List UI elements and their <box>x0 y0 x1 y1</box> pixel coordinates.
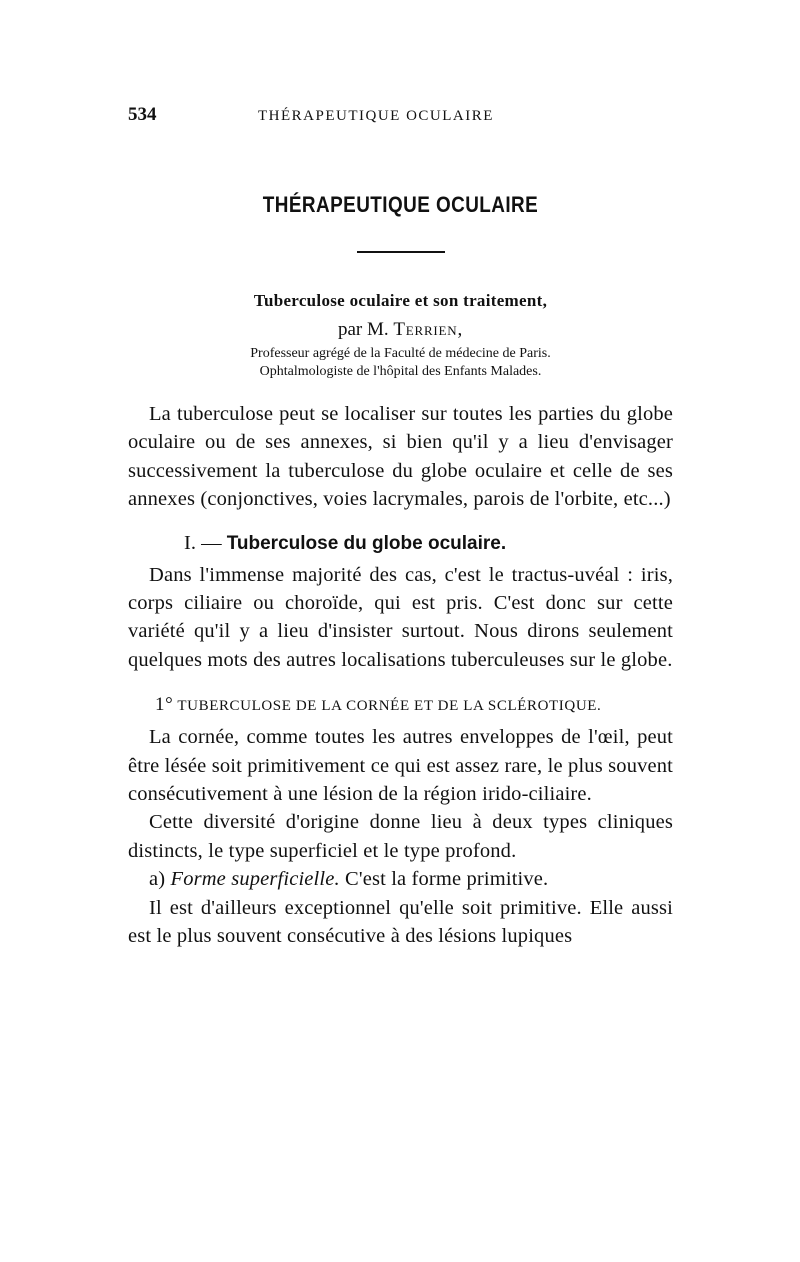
running-title: THÉRAPEUTIQUE OCULAIRE <box>258 108 494 124</box>
subsection-title: TUBERCULOSE DE LA CORNÉE ET DE LA SCLÉROTIQUE. <box>173 698 602 715</box>
running-head <box>128 104 673 134</box>
section-title: Tuberculose du globe oculaire. <box>226 532 507 554</box>
paragraph-forme-superficielle <box>128 865 673 893</box>
byline <box>128 319 673 341</box>
section-number: I. — <box>184 531 227 554</box>
list-marker: a) <box>149 868 171 891</box>
subsection-heading <box>128 693 673 718</box>
paragraph-cornea: La cornée, comme toutes les autres enveloppes de l'œil, peut être lésée soit primitivement ce qui est assez rare, le plus souvent consécutivement à une lésion de la région irido-ciliaire. <box>128 726 673 806</box>
intro-paragraph: La tuberculose peut se localiser sur toutes les parties du globe oculaire ou de ses annexes, si bien qu'il y a lieu d'envisager successivement la tuberculose du globe oculaire et celle de ses annexes (conjonctives, voies lacrymales, parois de l'orbite, etc...) <box>128 403 673 511</box>
title-divider <box>357 251 445 253</box>
author-affiliation-2: Ophtalmologiste de l'hôpital des Enfants Malades. <box>259 364 542 379</box>
forme-superficielle-text: C'est la forme primitive. <box>339 868 549 891</box>
author-affiliation-1: Professeur agrégé de la Faculté de médecine de Paris. <box>250 346 551 361</box>
section-paragraph: Dans l'immense majorité des cas, c'est le tractus-uvéal : iris, corps ciliaire ou choroïde, qui est pris. C'est donc sur cette variété qu'il y a lieu d'insister surtout. Nous dirons seulement quelques mots des autres localisations tuberculeuses sur le globe. <box>128 563 673 671</box>
byline-prefix: par M. <box>337 319 394 340</box>
page-number: 534 <box>128 104 157 125</box>
author-name: Terrien, <box>393 319 464 340</box>
book-page <box>128 104 673 951</box>
chapter-title: THÉRAPEUTIQUE OCULAIRE <box>262 192 539 217</box>
paragraph-exceptionnel: Il est d'ailleurs exceptionnel qu'elle soit primitive. Elle aussi est le plus souvent consécutive à des lésions lupiques <box>128 896 673 948</box>
paragraph-types: Cette diversité d'origine donne lieu à deux types cliniques distincts, le type superficiel et le type profond. <box>128 811 673 862</box>
article-title: Tuberculose oculaire et son traitement, <box>253 291 548 310</box>
subsection-number: 1° <box>155 694 174 716</box>
section-heading <box>128 529 673 558</box>
forme-superficielle-label: Forme superficielle. <box>170 868 340 891</box>
